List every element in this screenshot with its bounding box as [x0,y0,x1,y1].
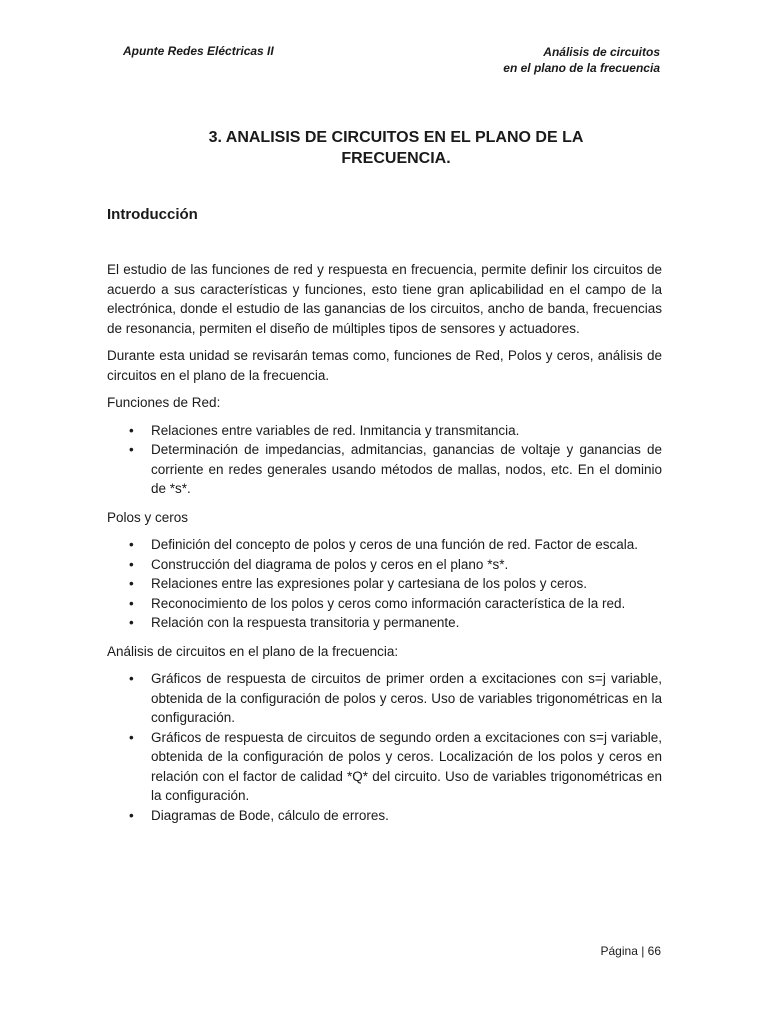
section-heading: Introducción [107,206,198,223]
bullet-icon: • [129,671,134,686]
list-label-polos: Polos y ceros [107,509,189,525]
list-item: • Definición del concepto de polos y ceros de una función de red. Factor de escala. [107,535,662,555]
list-item: • Relaciones entre las expresiones polar y cartesiana de los polos y ceros. [107,574,662,594]
list-item: • Relaciones entre variables de red. Inmitancia y transmitancia. [107,421,662,441]
bullet-icon: • [129,807,134,823]
running-header-left: Apunte Redes Eléctricas II [123,44,274,58]
list-item: • Construcción del diagrama de polos y ceros en el plano *s*. [107,555,662,575]
bullet-icon: • [129,729,134,745]
list-item: • Diagramas de Bode, cálculo de errores. [107,806,662,826]
bullet-icon: • [129,576,134,591]
chapter-title-line1: 3. ANALISIS DE CIRCUITOS EN EL PLANO DE LA [208,129,584,146]
list-item: • Reconocimiento de los polos y ceros como información característica de la red. [107,594,662,614]
list-polos [107,535,662,633]
list-item: • Determinación de impedancias, admitancias, ganancias de voltaje y ganancias de corriente en redes generales usando métodos de mallas, nodos, etc. En el dominio de *s*. [129,442,662,496]
list-item: • Relación con la respuesta transitoria y permanente. [107,613,662,633]
intro-paragraph: El estudio de las funciones de red y respuesta en frecuencia, permite definir los circuitos de acuerdo a sus características y funciones, esto tiene gran aplicabilidad en el campo de la electrónica, donde el estudio de las ganancias de los circuitos, ancho de banda, frecuencias de resonancia, permiten el diseño de múltiples tipos de sensores y actuadores. [107,262,662,336]
page-number: Página | 66 [600,944,661,958]
bullet-icon: • [129,422,134,438]
bullet-icon: • [129,442,134,457]
list-analisis [107,669,662,825]
list-item: • Gráficos de respuesta de circuitos de segundo orden a excitaciones con s=j variable, obtenida de la configuración de polos y ceros. Localización de los polos y ceros en relación con el factor de calidad *Q* del circuito. Uso de variables trigonométricas en la configuración. [129,729,662,803]
header-right-line2: en el plano de la frecuencia [503,61,660,75]
running-header-right [503,44,660,76]
list-funciones [107,421,662,499]
list-label-analisis: Análisis de circuitos en el plano de la frecuencia: [107,643,399,659]
list-item: • Gráficos de respuesta de circuitos de primer orden a excitaciones con s=j variable, obtenida de la configuración de polos y ceros. Uso de variables trigonométricas en la configuración. [129,671,662,725]
chapter-title [107,127,685,169]
list-label-funciones: Funciones de Red: [107,395,221,410]
unit-topics-paragraph: Durante esta unidad se revisarán temas como, funciones de Red, Polos y ceros, análisis de circuitos en el plano de la frecuencia. [107,348,662,383]
bullet-icon: • [129,615,134,630]
body-content [107,260,662,834]
chapter-title-line2: FRECUENCIA. [341,150,451,167]
header-right-line1: Análisis de circuitos [543,45,660,59]
bullet-icon: • [129,556,134,572]
bullet-icon: • [129,537,134,552]
bullet-icon: • [129,595,134,611]
